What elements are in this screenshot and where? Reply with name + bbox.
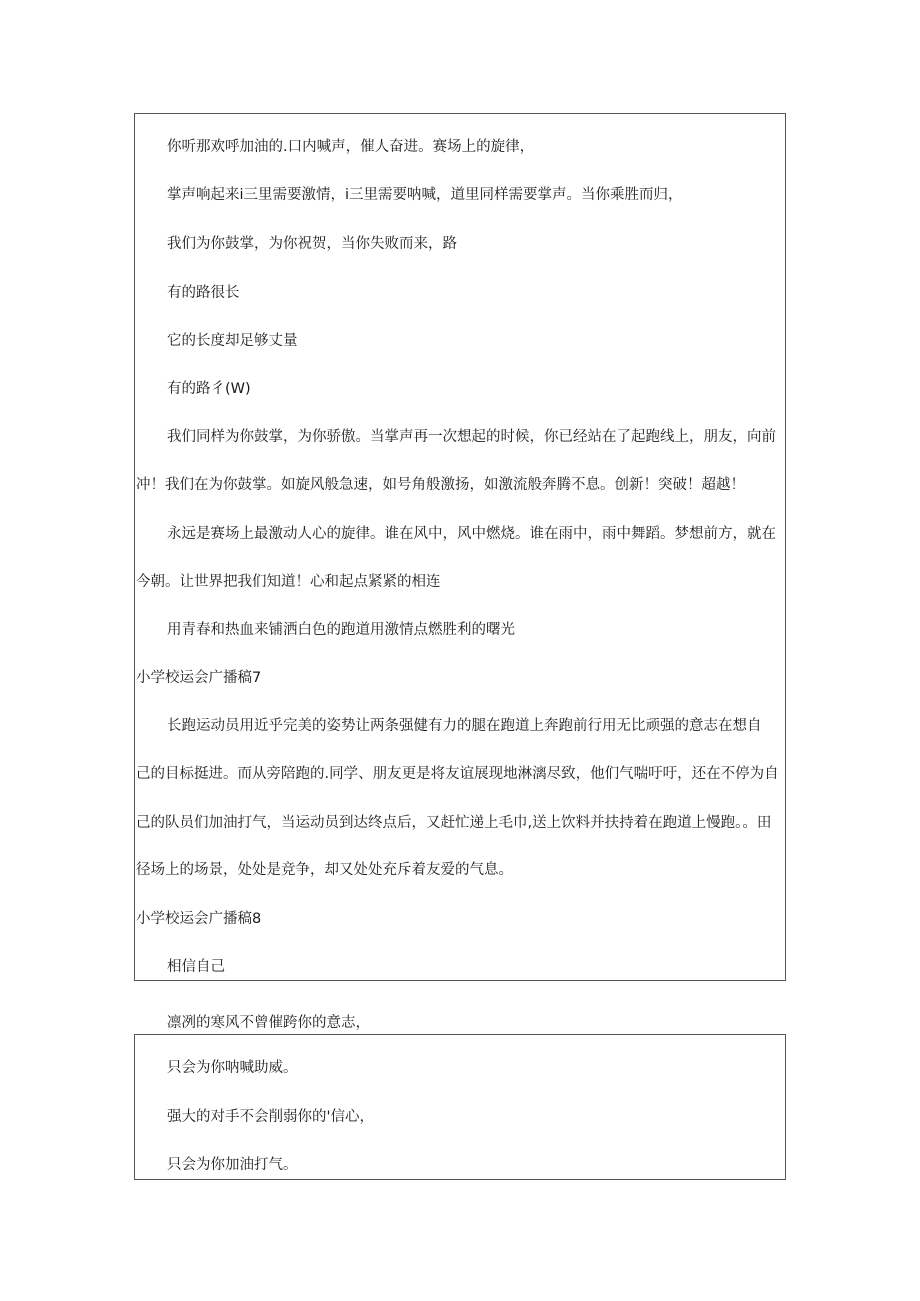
paragraph-line: 我们同样为你鼓掌，为你骄傲。当掌声再一次想起的时候，你已经站在了起跑线上，朋友，向前 [167,429,776,445]
paragraph-line: 它的长度却足够丈量 [167,333,298,349]
paragraph-line: 相信自己 [167,959,225,975]
paragraph-line: 凛冽的寒风不曾催跨你的意志， [167,1015,370,1031]
paragraph-line: 永远是赛场上最激动人心的旋律。谁在风中，风中燃烧。谁在雨中，雨中舞蹈。梦想前方，就在 [167,526,776,542]
paragraph-line: 有的路彳(W) [167,381,251,397]
paragraph-line: 己的目标挺进。而从旁陪跑的.同学、朋友更是将友谊展现地淋漓尽致，他们气喘吁吁，还在不停为自 [136,766,779,782]
paragraph-line: 我们为你鼓掌，为你祝贺，当你失败而来，路 [167,236,457,252]
paragraph-line: 掌声响起来i三里需要激情，i三里需要呐喊，道里同样需要掌声。当你乘胜而归， [167,187,683,203]
paragraph-line: 强大的对手不会削弱你的'信心， [167,1109,374,1125]
paragraph-line: 己的队员们加油打气，当运动员到达终点后，又赶忙递上毛巾,送上饮料并扶持着在跑道上慢跑。。田 [136,815,772,831]
paragraph-line: 有的路很长 [167,285,240,301]
paragraph-line: 用青春和热血来铺洒白色的跑道用激情点燃胜利的曙光 [167,622,515,638]
paragraph-line: 只会为你呐喊助威。 [167,1060,298,1076]
section-heading: 小学校运会广播稿7 [136,670,262,686]
paragraph-line: 长跑运动员用近乎完美的姿势让两条强健有力的腿在跑道上奔跑前行用无比顽强的意志在想自 [167,718,762,734]
paragraph-line: 只会为你加油打气。 [167,1157,298,1173]
paragraph-line: 今朝。让世界把我们知道！心和起点紧紧的相连 [136,574,441,590]
section-heading: 小学校运会广播稿8 [136,911,262,927]
paragraph-line: 你听那欢呼加油的.口内喊声，催人奋进。赛场上的旋律， [167,139,535,155]
paragraph-line: 径场上的场景，处处是竞争，却又处处充斥着友爱的气息。 [136,862,513,878]
paragraph-line: 冲！我们在为你鼓掌。如旋风般急速，如号角般激扬，如激流般奔腾不息。创新！突破！超越！ [136,477,745,493]
